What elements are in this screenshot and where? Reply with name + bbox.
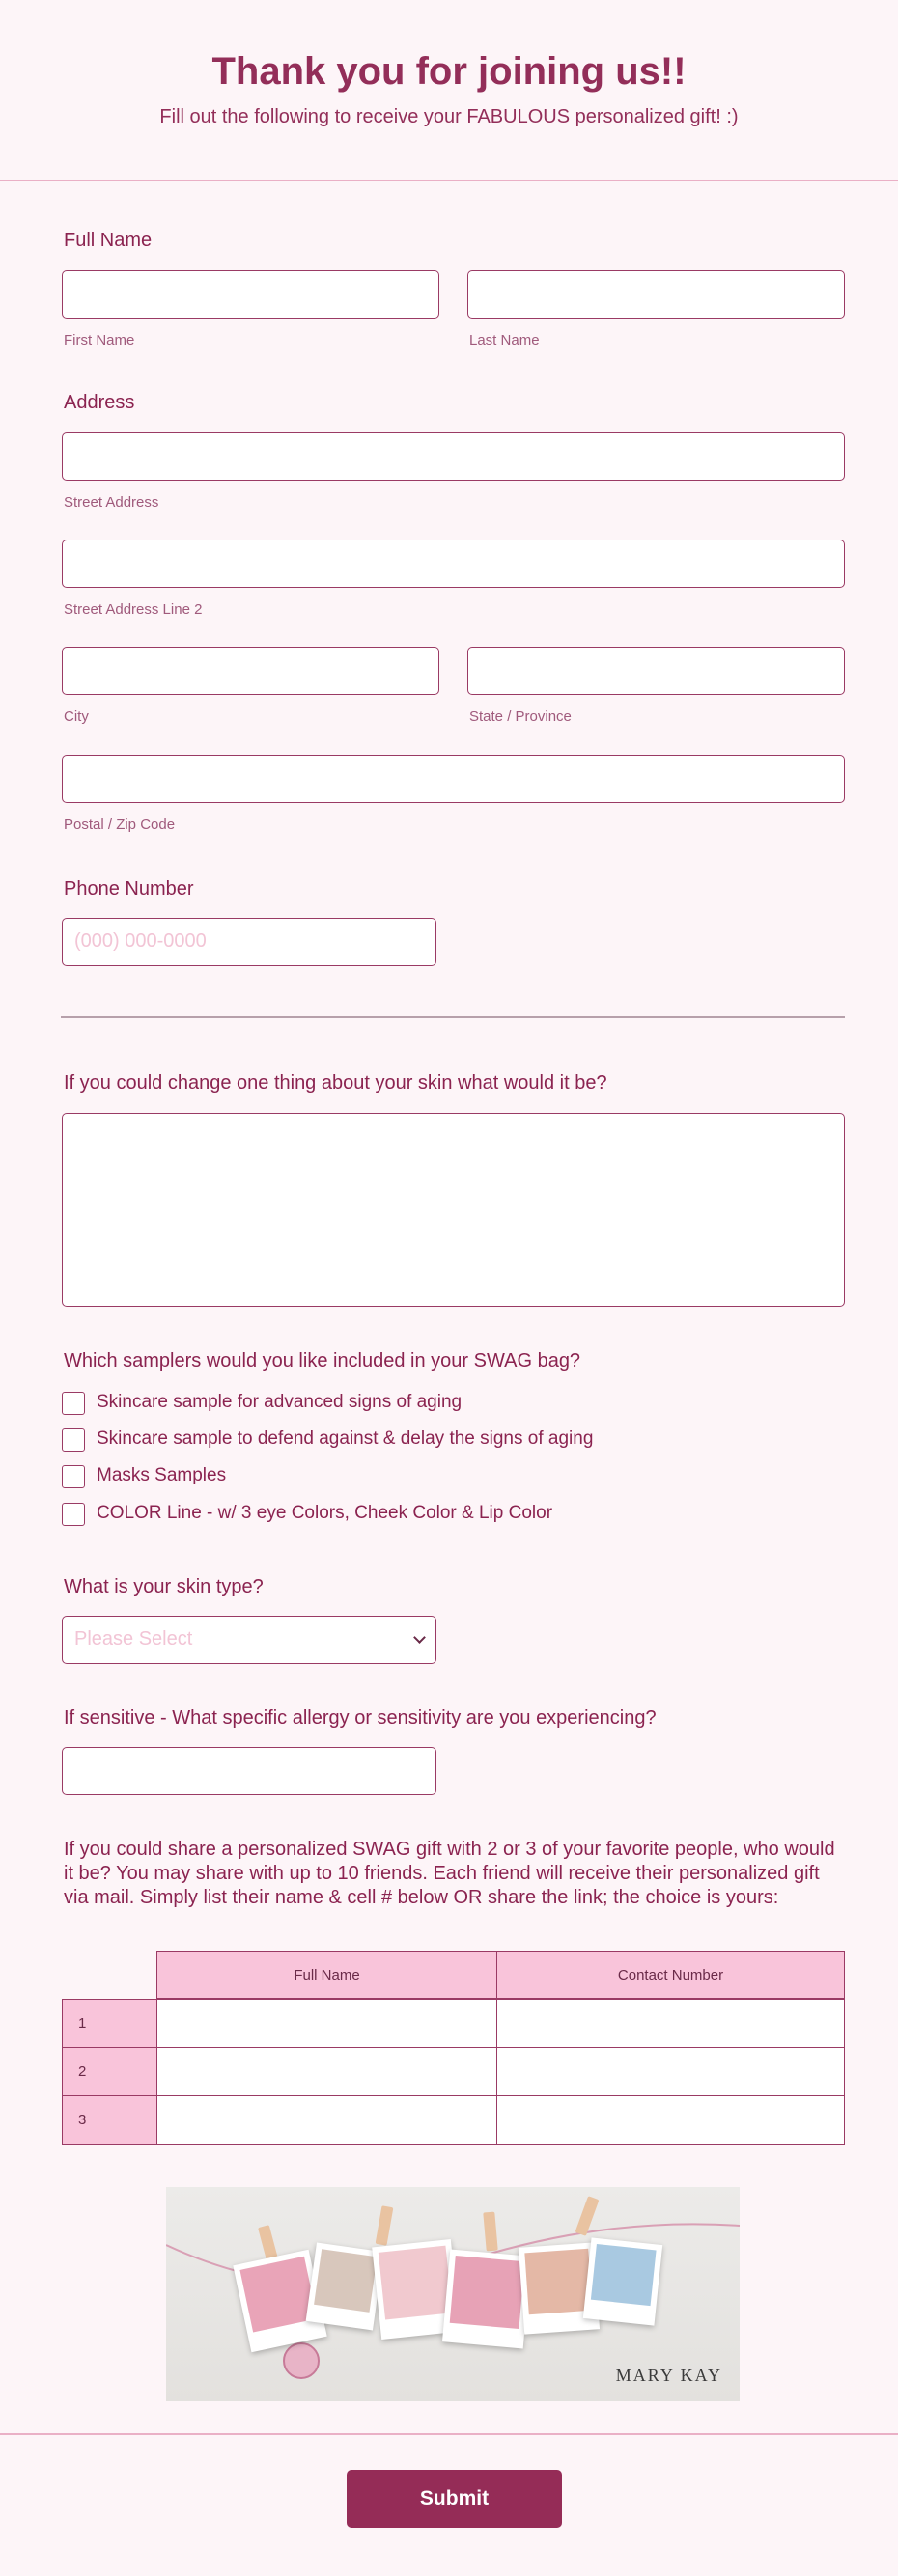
postal-code-sublabel: Postal / Zip Code [64,817,176,833]
footer-divider [0,2433,898,2435]
row-3-full-name-cell[interactable] [156,2095,497,2145]
row-header-1: 1 [62,1999,157,2048]
sampler-option-3: Masks Samples [97,1465,227,1485]
mary-kay-logo: MARY KAY [615,2366,722,2385]
sensitivity-input[interactable] [62,1747,436,1795]
phone-label: Phone Number [64,878,194,900]
row-header-2: 2 [62,2047,157,2096]
sampler-checkbox-4[interactable] [62,1503,85,1526]
phone-input[interactable] [62,918,436,966]
first-name-input[interactable] [62,270,439,319]
row-3-contact-number-cell[interactable] [496,2095,845,2145]
section-divider [61,1016,845,1018]
street-address-input[interactable] [62,432,845,481]
postal-code-input[interactable] [62,755,845,803]
chevron-down-icon [413,1631,426,1644]
sampler-checkbox-3[interactable] [62,1465,85,1488]
sensitivity-label: If sensitive - What specific allergy or sensitivity are you experiencing? [64,1707,657,1729]
sampler-checkbox-1[interactable] [62,1392,85,1415]
phone-placeholder: (000) 000-0000 [74,930,207,952]
sampler-option-2: Skincare sample to defend against & delay the signs of aging [97,1428,594,1449]
row-1-contact-number-cell[interactable] [496,1999,845,2048]
row-1-full-name-cell[interactable] [156,1999,497,2048]
full-name-label: Full Name [64,230,153,251]
page-title: Thank you for joining us!! [211,50,687,93]
state-sublabel: State / Province [469,708,572,725]
last-name-input[interactable] [467,270,845,319]
photo-heart-hands [583,2237,662,2325]
promo-banner-image [166,2187,740,2401]
page-subtitle: Fill out the following to receive your FABULOUS personalized gift! :) [159,106,739,127]
skin-type-placeholder: Please Select [74,1628,193,1649]
submit-button[interactable]: Submit [347,2470,562,2528]
street-address-2-sublabel: Street Address Line 2 [64,601,203,618]
photo-lipstick-kiss [442,2250,531,2349]
column-header-contact-number: Contact Number [496,1951,845,1999]
address-label: Address [64,392,135,413]
row-2-contact-number-cell[interactable] [496,2047,845,2096]
first-name-sublabel: First Name [64,332,135,348]
state-input[interactable] [467,647,845,695]
skin-type-select[interactable] [62,1616,436,1664]
skin-type-label: What is your skin type? [64,1576,264,1597]
street-address-2-input[interactable] [62,540,845,588]
skin-change-textarea[interactable] [62,1113,845,1307]
skin-change-label: If you could change one thing about your skin what would it be? [64,1072,607,1094]
form-header [0,0,898,181]
street-address-sublabel: Street Address [64,494,159,511]
samplers-label: Which samplers would you like included in your SWAG bag? [64,1350,581,1371]
sampler-option-1: Skincare sample for advanced signs of aging [97,1392,463,1412]
city-input[interactable] [62,647,439,695]
row-header-3: 3 [62,2095,157,2145]
city-sublabel: City [64,708,89,725]
sampler-checkbox-2[interactable] [62,1428,85,1452]
last-name-sublabel: Last Name [469,332,540,348]
share-label: If you could share a personalized SWAG gift with 2 or 3 of your favorite people, who would it be? You may share with up to 10 friends. Each friend will receive their personalized gift via mail. Simply list their name & cell # below OR share the link; the choice is yours: [64,1839,835,1908]
column-header-full-name: Full Name [156,1951,497,1999]
row-2-full-name-cell[interactable] [156,2047,497,2096]
sampler-option-4: COLOR Line - w/ 3 eye Colors, Cheek Color & Lip Color [97,1503,553,1523]
